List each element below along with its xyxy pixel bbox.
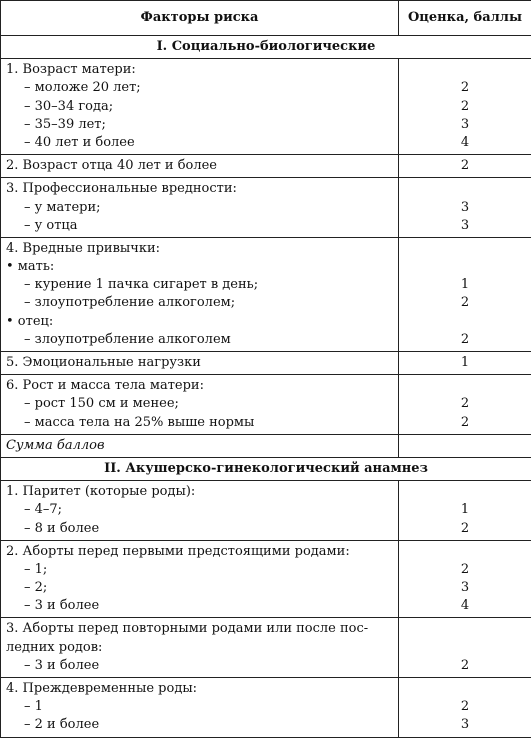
factor-text: 2. Возраст отца 40 лет и более [6,157,393,175]
score-value: 2 [399,657,531,675]
table-row [1,178,531,238]
factor-text: 6. Рост и масса тела матери: [6,377,393,395]
sub-item-text: – моложе 20 лет; [6,79,393,97]
score-cell [399,352,531,375]
sub-item-text: – 1; [6,561,393,579]
sub-item-text: – у матери; [6,199,393,217]
score-value [399,258,531,276]
factor-text: 5. Эмоциональные нагрузки [6,354,393,372]
score-value: 1 [399,501,531,519]
sub-item-text: – 3 и более [6,597,393,615]
score-value: 2 [399,79,531,97]
score-cell [399,178,531,238]
factor-cell [1,434,399,457]
score-value: 2 [399,520,531,538]
section-title: I. Социально-биологические [1,36,531,59]
score-value [399,437,531,455]
table-row [1,352,531,375]
score-value [399,313,531,331]
factor-text: • отец: [6,313,393,331]
section-header-row [1,36,531,59]
score-value: 1 [399,354,531,372]
score-value: 2 [399,698,531,716]
score-value: 3 [399,116,531,134]
sub-item-text: – 1 [6,698,393,716]
factor-cell [1,678,399,738]
factor-text: • мать: [6,258,393,276]
factor-text: 3. Аборты перед повторными родами или после пос- [6,620,393,638]
table-body [1,36,531,738]
score-value [399,180,531,198]
score-value [399,620,531,638]
header-factors: Факторы риска [1,1,399,36]
sub-item-text: – рост 150 см и менее; [6,395,393,413]
factor-cell [1,481,399,541]
factor-text: 2. Аборты перед первыми предстоящими родами: [6,543,393,561]
score-value: 3 [399,716,531,734]
score-value: 1 [399,276,531,294]
factor-cell [1,237,399,351]
score-cell [399,481,531,541]
score-value: 2 [399,331,531,349]
sub-item-text: – 30–34 года; [6,98,393,116]
table-row [1,678,531,738]
sub-item-text: – 35–39 лет; [6,116,393,134]
table-row [1,375,531,435]
factor-cell [1,59,399,155]
score-cell [399,59,531,155]
table-row [1,618,531,678]
score-value [399,61,531,79]
score-cell [399,678,531,738]
score-value [399,483,531,501]
score-value: 3 [399,217,531,235]
score-value: 2 [399,395,531,413]
sub-item-text: – курение 1 пачка сигарет в день; [6,276,393,294]
table-row [1,434,531,457]
table-row [1,237,531,351]
score-value [399,639,531,657]
score-cell [399,237,531,351]
factor-cell [1,375,399,435]
score-cell [399,155,531,178]
factor-text: 1. Возраст матери: [6,61,393,79]
sub-item-text: – масса тела на 25% выше нормы [6,414,393,432]
score-value: 2 [399,561,531,579]
score-value: 4 [399,597,531,615]
factor-cell [1,352,399,375]
score-cell [399,540,531,618]
table-row [1,481,531,541]
section-title: II. Акушерско-гинекологический анамнез [1,457,531,480]
score-value: 2 [399,294,531,312]
score-value: 2 [399,414,531,432]
score-value: 2 [399,157,531,175]
factor-text: 3. Профессиональные вредности: [6,180,393,198]
score-value: 3 [399,199,531,217]
sub-item-text: – 4–7; [6,501,393,519]
score-cell [399,375,531,435]
score-value [399,377,531,395]
factor-cell [1,155,399,178]
table-header-row [1,1,531,36]
score-value: 3 [399,579,531,597]
sub-item-text: – 2 и более [6,716,393,734]
factor-text: 4. Преждевременные роды: [6,680,393,698]
score-cell [399,434,531,457]
score-cell [399,618,531,678]
table-row [1,540,531,618]
sub-item-text: – 40 лет и более [6,134,393,152]
sub-item-text: – 8 и более [6,520,393,538]
factor-text: 4. Вредные привычки: [6,240,393,258]
score-value [399,680,531,698]
score-value: 4 [399,134,531,152]
factor-cell [1,178,399,238]
sub-item-text: – у отца [6,217,393,235]
score-value [399,240,531,258]
factor-text: 1. Паритет (которые роды): [6,483,393,501]
sub-item-text: – 3 и более [6,657,393,675]
table-row [1,59,531,155]
header-score: Оценка, баллы [399,1,531,36]
score-value [399,543,531,561]
sub-item-text: – 2; [6,579,393,597]
section-header-row [1,457,531,480]
factor-cell [1,618,399,678]
factor-text: Сумма баллов [6,437,393,455]
table-row [1,155,531,178]
factor-text: ледних родов: [6,639,393,657]
sub-item-text: – злоупотребление алкоголем; [6,294,393,312]
sub-item-text: – злоупотребление алкоголем [6,331,393,349]
score-value: 2 [399,98,531,116]
factor-cell [1,540,399,618]
